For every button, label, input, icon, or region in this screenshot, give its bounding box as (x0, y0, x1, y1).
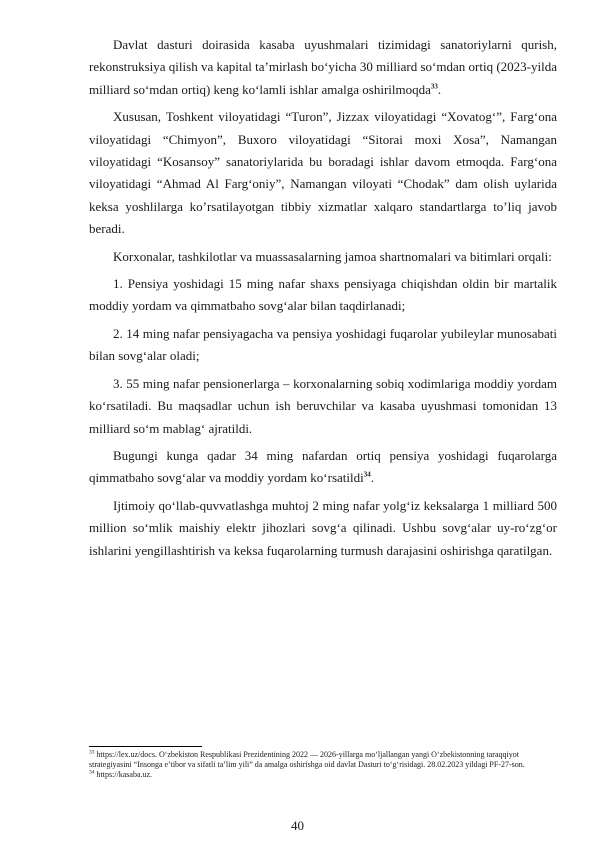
paragraph (89, 34, 557, 101)
paragraph-tail: . (370, 470, 374, 486)
paragraph-text: Korxonalar, tashkilotlar va muassasalarning jamoa shartnomalari va bitimlari orqali: (113, 248, 552, 264)
paragraph (89, 445, 557, 490)
paragraph-text: 1. Pensiya yoshidagi 15 ming nafar shaxs pensiyaga chiqishdan oldin bir martalik moddiy yordam va qimmatbaho sovg‘alar bilan taqdirlanadi; (89, 276, 557, 314)
paragraph-tail: . (437, 81, 442, 97)
footnote-ref[interactable]: 34 (363, 470, 371, 479)
paragraph-text: 3. 55 ming nafar pensionerlarga – korxonalarning sobiq xodimlariga moddiy yordam ko‘rsatiladi. Bu maqsadlar uchun ish beruvchilar va kasaba uyushmasi tomonidan 13 milliard so‘m mablag‘ ajratildi. (89, 375, 557, 436)
list-item (89, 323, 557, 368)
paragraph-text: Davlat dasturi doirasida kasaba uyushmalari tizimidagi sanatoriylarni qurish, rekonstruksiya qilish va kapital ta’mirlash bo‘yicha 30 milliard so‘mdan ortiq (2023-yilda milliard so‘mdan ortiq) keng ko‘lamli ishlar amalga oshirilmoqda (89, 37, 557, 97)
footnote-text: https://kasaba.uz. (96, 770, 153, 780)
footnote (89, 750, 557, 770)
footnotes (89, 746, 557, 781)
footnote-divider (89, 746, 202, 747)
footnote-number: 33 (89, 749, 95, 756)
page-number: 40 (291, 818, 304, 833)
paragraph-text: Ijtimoiy qo‘llab-quvvatlashga muhtoj 2 ming nafar yolg‘iz keksalarga 1 milliard 500 million so‘mlik maishiy elektr jihozlari sovg‘a qilinadi. Ushbu sovg‘alar uy-ro‘zg‘or ishlarini yengillashtirish va keksa fuqarolarning turmush darajasini oshirishga qaratilgan. (89, 497, 557, 558)
paragraph-text: 2. 14 ming nafar pensiyagacha va pensiya yoshidagi fuqarolar yubileylar munosabati bilan sovg‘alar oladi; (89, 325, 557, 364)
footnote (89, 770, 557, 780)
footnote-text: https://lex.uz/docs. O‘zbekiston Respublikasi Prezidentining 2022 — 2026-yillarga mo‘ljallangan yangi O‘zbekistonning taraqqiyot strategiyasini “Insonga e’tibor va sifatli ta’lim yili” da amalga oshirishga oid davlat Dasturi to‘g‘risidagi. 28.02.2023 yildagi PF-27-son. (89, 750, 525, 770)
footnote-number: 34 (89, 769, 95, 776)
document-body (89, 34, 557, 567)
paragraph-text: Xususan, Toshkent viloyatidagi “Turon”, Jizzax viloyatidagi “Xovatog‘”, Farg‘ona viloyatidagi “Chimyon”, Buxoro viloyatidagi “Sitorai moxi Xosa”, Namangan viloyatidagi “Kosansoy” sanatoriylarida bu boradagi ishlar davom etmoqda. Farg‘ona viloyatidagi “Ahmad Al Farg‘oniy”, Namangan viloyati “Chodak” dam olish uylarida keksa yoshlilarga ko’rsatilayotgan tibbiy xizmatlar xalqaro standartlarga to’liq javob beradi. (89, 109, 557, 237)
list-item (89, 373, 557, 440)
footnote-ref[interactable]: 33 (430, 82, 438, 91)
list-item (89, 273, 557, 318)
paragraph (89, 106, 557, 240)
paragraph (89, 495, 557, 562)
paragraph (89, 246, 557, 268)
paragraph-text: Bugungi kunga qadar 34 ming nafardan ortiq pensiya yoshidagi fuqarolarga qimmatbaho sovg‘alar va moddiy yordam ko‘rsatildi (89, 447, 557, 486)
